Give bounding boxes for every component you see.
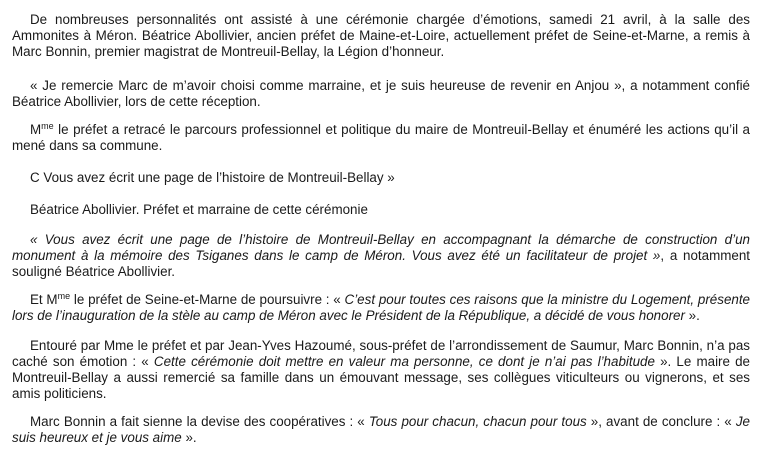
devise-close: ». <box>181 430 197 445</box>
paragraph-devise <box>12 414 750 446</box>
devise-mid: », avant de conclure : « <box>586 414 736 429</box>
poursuivre-lead: le préfet de Seine-et-Marne de poursuivre : « <box>70 292 345 307</box>
devise-lead: Marc Bonnin a fait sienne la devise des coopératives : « <box>30 414 369 429</box>
parcours-text: le préfet a retracé le parcours professionnel et politique du maire de Montreuil-Bellay et énuméré les actions qu’il a mené dans sa commune. <box>12 122 750 153</box>
emotion-lead: Entouré par Mme le préfet et par Jean-Yves Hazoumé, sous-préfet de l’arrondissement de Saumur, Marc Bonnin, n’a pas caché son émotion : « <box>12 338 750 369</box>
parcours-m: M <box>30 122 42 137</box>
emotion-after: ». Le maire de Montreuil-Bellay a aussi remercié sa famille dans un émouvant message, ses collègues viticulteurs ou vignerons, et ses amis politiciens. <box>12 354 751 401</box>
parcours-me-superscript: me <box>41 121 54 131</box>
paragraph-emotion <box>12 338 750 402</box>
poursuivre-quote: C’est pour toutes ces raisons que la ministre du Logement, présente lors de l’inauguration de la stèle au camp de Méron avec le Président de la République, a décidé de vous honorer <box>12 292 751 323</box>
paragraph-poursuivre <box>12 292 750 324</box>
paragraph-subtitle <box>30 170 750 186</box>
poursuivre-me-superscript: me <box>57 291 71 301</box>
histoire-quote: « Vous avez écrit une page de l’histoire de Montreuil-Bellay en accompagnant la démarche de construction d’un monument à la mémoire des Tsiganes dans le camp de Méron. Vous avez été un facilitateur de projet » <box>12 232 750 263</box>
marraine-quote-text: « Je remercie Marc de m’avoir choisi comme marraine, et je suis heureuse de revenir en Anjou », a notamment confié Béatrice Abollivier, lors de cette réception. <box>12 78 750 109</box>
attribution-text: Béatrice Abollivier. Préfet et marraine de cette cérémonie <box>30 202 368 217</box>
subtitle-text: C Vous avez écrit une page de l’histoire de Montreuil-Bellay » <box>30 170 395 185</box>
histoire-after: , a notamment souligné Béatrice Abollivier. <box>12 248 750 279</box>
paragraph-marraine-quote <box>12 78 750 110</box>
paragraph-histoire <box>12 232 750 280</box>
devise-quote-2: Je suis heureux et je vous aime <box>12 414 750 445</box>
poursuivre-close: ». <box>684 308 700 323</box>
devise-quote-1: Tous pour chacun, chacun pour tous <box>368 414 587 429</box>
paragraph-intro <box>12 12 750 60</box>
intro-text: De nombreuses personnalités ont assisté à une cérémonie chargée d’émotions, samedi 21 avril, à la salle des Ammonites à Méron. Béatrice Abollivier, ancien préfet de Maine-et-Loire, actuellement préfet de Seine-et-Marne, a remis à Marc Bonnin, premier magistrat de Montreuil-Bellay, la Légion d’honneur. <box>12 12 750 59</box>
emotion-quote: Cette cérémonie doit mettre en valeur ma personne, ce dont je n’ai pas l’habitude <box>153 354 655 369</box>
paragraph-parcours <box>12 122 750 154</box>
poursuivre-pre: Et M <box>30 292 58 307</box>
paragraph-attribution <box>30 202 750 218</box>
